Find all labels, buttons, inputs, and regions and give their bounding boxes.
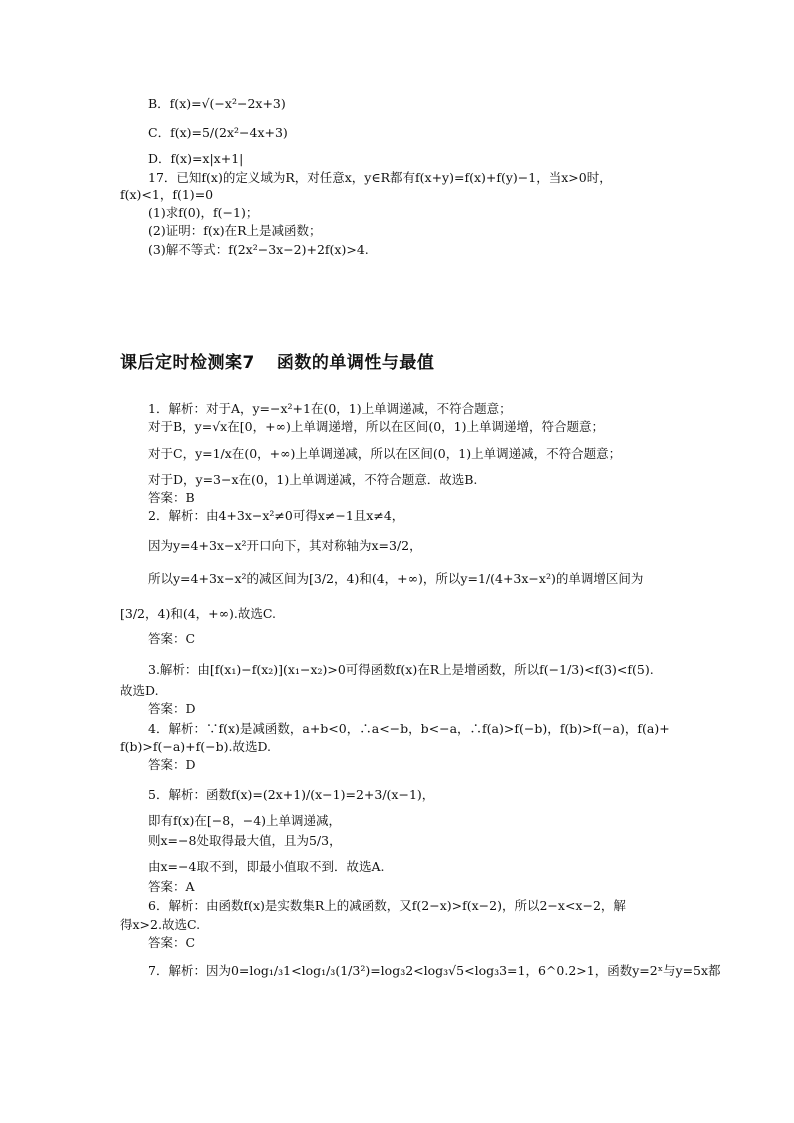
text-line: 1．解析：对于A，y=−x²+1在(0，1)上单调递减，不符合题意； <box>148 401 512 416</box>
text-line: 答案：C <box>148 935 196 950</box>
text-line: 所以y=4+3x−x²的减区间为[3/2，4)和(4，+∞)，所以y=1/(4+3x−x²)的单调增区间为 <box>148 571 644 586</box>
text-line: 由x=−4取不到，即最小值取不到．故选A. <box>148 859 385 874</box>
text-line: 即有f(x)在[−8，−4)上单调递减， <box>148 813 342 828</box>
text-line: 故选D. <box>120 683 159 698</box>
text-line: 5．解析：函数f(x)=(2x+1)/(x−1)=2+3/(x−1)， <box>148 787 435 802</box>
text-line: 6．解析：由函数f(x)是实数集R上的减函数，又f(2−x)>f(x−2)，所以2−x<x−2，解 <box>148 898 626 913</box>
text-line: f(x)<1，f(1)=0 <box>120 187 214 202</box>
text-line: 答案：D <box>148 701 196 716</box>
text-line: 因为y=4+3x−x²开口向下，其对称轴为x=3/2， <box>148 538 422 553</box>
text-line: (2)证明：f(x)在R上是减函数； <box>148 223 322 238</box>
text-line: 答案：C <box>148 631 196 646</box>
section-heading-right: 函数的单调性与最值 <box>276 353 435 373</box>
text-line: 则x=−8处取得最大值，且为5/3， <box>148 833 342 848</box>
text-line: (3)解不等式：f(2x²−3x−2)+2f(x)>4. <box>148 242 369 257</box>
text-line: 2．解析：由4+3x−x²≠0可得x≠−1且x≠4， <box>148 508 405 523</box>
text-line: 对于D，y=3−x在(0，1)上单调递减，不符合题意．故选B. <box>148 472 478 487</box>
text-line: 4．解析：∵f(x)是减函数，a+b<0，∴a<−b，b<−a，∴f(a)>f(−b)，f(b)>f(−a)，f(a)+ <box>148 721 670 736</box>
text-line: f(b)>f(−a)+f(−b).故选D. <box>120 739 272 754</box>
text-line: C．f(x)=5/(2x²−4x+3) <box>148 125 288 140</box>
section-heading-left: 课后定时检测案7 <box>120 353 255 373</box>
text-line: B．f(x)=√(−x²−2x+3) <box>148 96 286 111</box>
section-heading <box>120 348 434 373</box>
text-line: 对于C，y=1/x在(0，+∞)上单调递减，所以在区间(0，1)上单调递减，不符合题意； <box>148 446 622 461</box>
text-line: 7．解析：因为0=log₁/₃1<log₁/₃(1/3²)=log₃2<log₃√5<log₃3=1，6^0.2>1，函数y=2ˣ与y=5x都 <box>148 963 721 978</box>
text-line: 3.解析：由[f(x₁)−f(x₂)](x₁−x₂)>0可得函数f(x)在R上是增函数，所以f(−1/3)<f(3)<f(5). <box>148 662 654 677</box>
text-line: (1)求f(0)，f(−1)； <box>148 205 259 220</box>
text-line: 答案：D <box>148 757 196 772</box>
text-line: 得x>2.故选C. <box>120 917 201 932</box>
text-line: 17．已知f(x)的定义域为R，对任意x，y∈R都有f(x+y)=f(x)+f(y)−1，当x>0时， <box>148 170 612 185</box>
text-line: D．f(x)=x|x+1| <box>148 151 244 166</box>
text-line: 答案：A <box>148 879 195 894</box>
text-line: 对于B，y=√x在[0，+∞)上单调递增，所以在区间(0，1)上单调递增，符合题意； <box>148 419 604 434</box>
text-line: 答案：B <box>148 490 195 505</box>
text-line: [3/2，4)和(4，+∞).故选C. <box>120 606 276 621</box>
